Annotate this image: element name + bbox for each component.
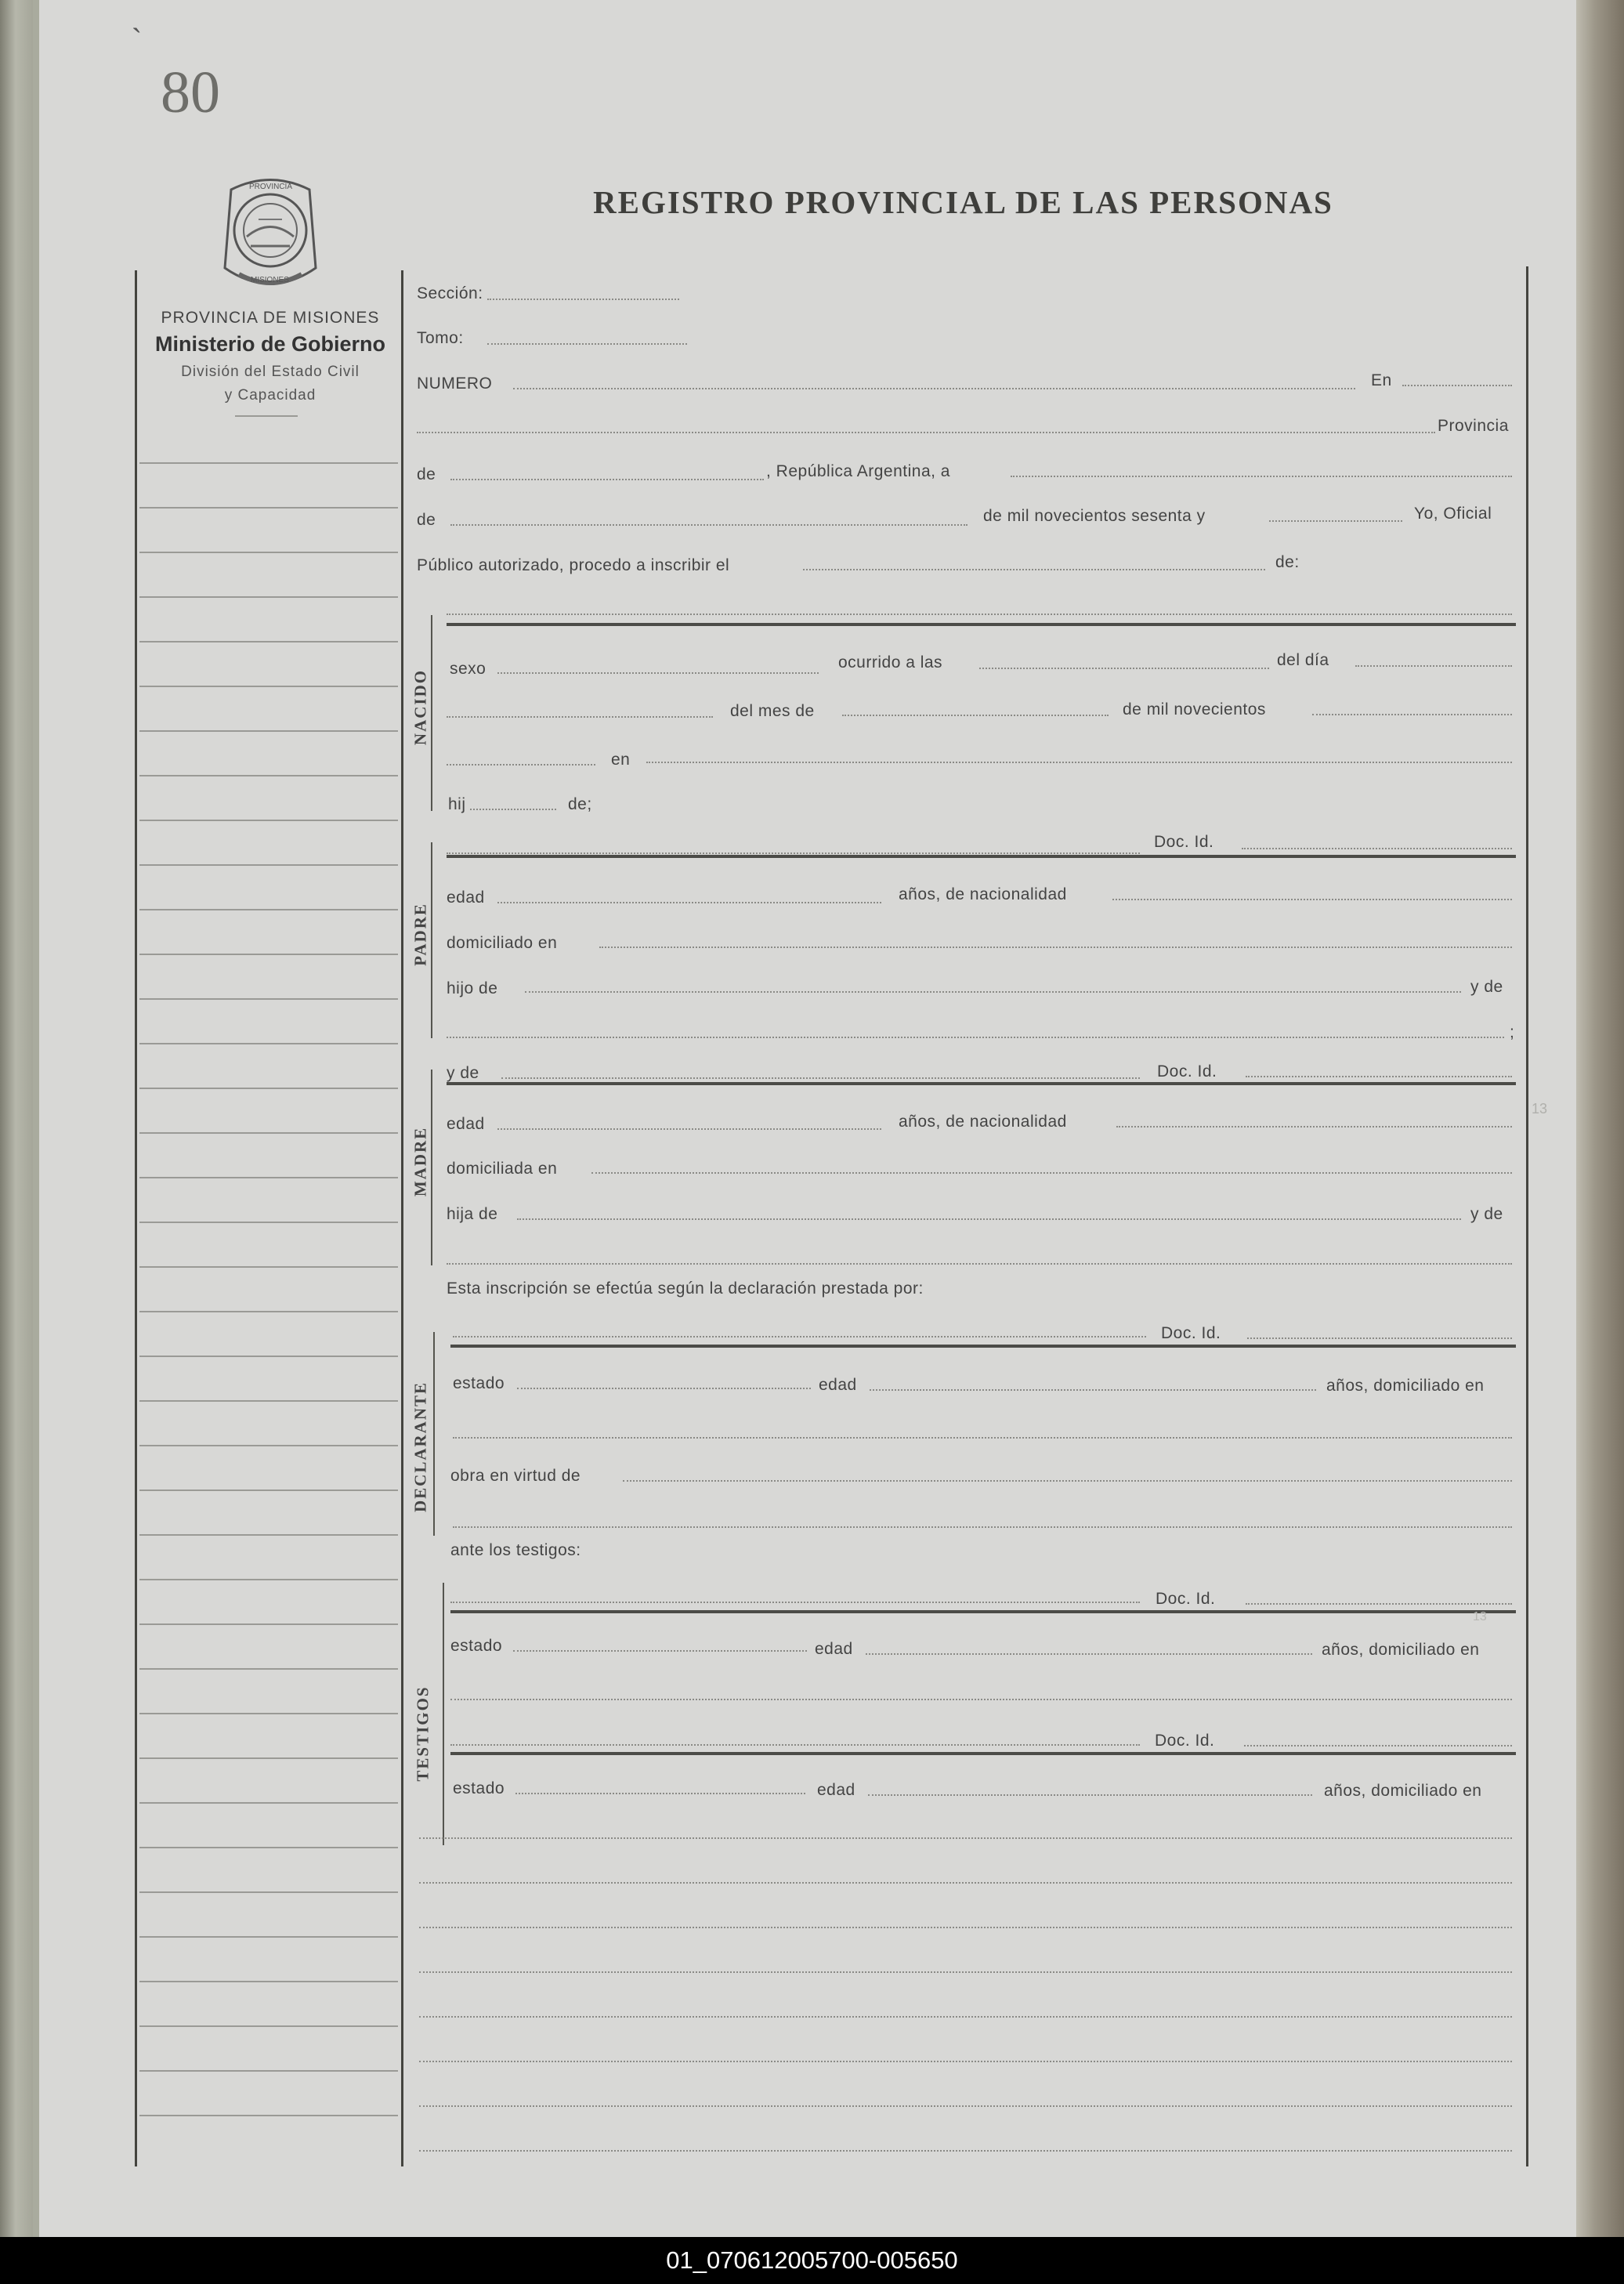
label-edad-testigo-1: edad: [815, 1640, 853, 1658]
margin-ruled-line: [139, 909, 398, 910]
issuer-underline: [235, 415, 298, 417]
issuer-division-1: División del Estado Civil: [181, 364, 360, 380]
rule-testigo-2: [450, 1752, 1516, 1755]
margin-ruled-line: [139, 1489, 398, 1491]
field-nombre-madre[interactable]: [501, 1077, 1140, 1079]
field-estado-testigo-1[interactable]: [513, 1650, 807, 1652]
section-label-padre: PADRE: [411, 903, 430, 966]
label-yo-oficial: Yo, Oficial: [1414, 505, 1492, 523]
margin-ruled-line: [139, 1266, 398, 1268]
label-doc-testigo-2: Doc. Id.: [1155, 1732, 1215, 1750]
field-fecha-mes[interactable]: [450, 524, 968, 526]
label-doc-testigo-1: Doc. Id.: [1156, 1590, 1216, 1608]
field-edad-madre[interactable]: [497, 1128, 881, 1130]
label-estado-testigo-1: estado: [450, 1637, 503, 1655]
field-lugar-nac[interactable]: [646, 762, 1512, 763]
field-nombre-padre[interactable]: [447, 852, 1140, 854]
label-anos-dom-testigo-2: años, domiciliado en: [1324, 1782, 1482, 1800]
label-y-de-padre: y de: [1470, 978, 1503, 996]
rule-madre: [447, 1082, 1516, 1085]
corner-mark: `: [132, 24, 143, 58]
notes-line[interactable]: [419, 1837, 1512, 1839]
margin-ruled-line: [139, 2115, 398, 2116]
label-hija-de: hija de: [447, 1205, 498, 1223]
label-anos-dom-testigo-1: años, domiciliado en: [1322, 1641, 1480, 1659]
notes-line[interactable]: [419, 2016, 1512, 2018]
page-number: 80: [161, 60, 220, 125]
field-nacionalidad-padre[interactable]: [1112, 899, 1512, 900]
field-tomo[interactable]: [487, 343, 687, 345]
label-publico: Público autorizado, procedo a inscribir el: [417, 556, 730, 574]
notes-line[interactable]: [419, 2105, 1512, 2107]
label-anos-padre: años, de nacionalidad: [899, 885, 1067, 903]
margin-ruled-line: [139, 1356, 398, 1357]
field-domicilio-declarante[interactable]: [453, 1437, 1512, 1439]
field-provincia-nombre[interactable]: [450, 479, 764, 480]
margin-ruled-line: [139, 998, 398, 1000]
margin-ruled-line: [139, 1177, 398, 1178]
field-en[interactable]: [1402, 385, 1512, 386]
field-abuelo-materno[interactable]: [517, 1218, 1461, 1220]
margin-ruled-line: [139, 596, 398, 598]
margin-ruled-line: [139, 1802, 398, 1804]
field-fecha-dia[interactable]: [1011, 476, 1512, 477]
field-estado-declarante[interactable]: [517, 1388, 811, 1389]
field-sexo[interactable]: [497, 672, 819, 674]
footer-bar: [0, 2237, 1624, 2284]
field-dia[interactable]: [1355, 665, 1512, 667]
margin-ruled-line: [139, 1132, 398, 1134]
label-mil-novecientos: de mil novecientos sesenta y: [983, 507, 1206, 525]
field-doc-testigo-1[interactable]: [1246, 1603, 1512, 1605]
margin-mark-2: 13: [1473, 1610, 1487, 1623]
margin-mark-1: 13: [1532, 1101, 1548, 1117]
margin-ruled-line: [139, 1579, 398, 1580]
margin-ruled-line: [139, 1311, 398, 1312]
bracket-madre: [431, 1070, 432, 1265]
field-nombre-testigo-1[interactable]: [450, 1602, 1140, 1603]
margin-ruled-line: [139, 1713, 398, 1714]
margin-ruled-line: [139, 1088, 398, 1089]
label-del-dia: del día: [1277, 651, 1329, 669]
section-label-madre: MADRE: [411, 1126, 430, 1197]
footer-id: 01_070612005700-005650: [666, 2246, 958, 2274]
label-edad-padre: edad: [447, 889, 485, 907]
issuer-ministry: Ministerio de Gobierno: [154, 332, 386, 356]
field-domicilio-padre[interactable]: [599, 947, 1512, 948]
label-de-colon: de:: [1275, 553, 1300, 571]
margin-ruled-line: [139, 1534, 398, 1536]
field-nacionalidad-madre[interactable]: [1116, 1126, 1512, 1128]
margin-ruled-line: [139, 1668, 398, 1670]
margin-ruled-line: [139, 641, 398, 642]
margin-ruled-line: [139, 686, 398, 687]
label-anos-dom-declarante: años, domiciliado en: [1326, 1377, 1485, 1395]
field-domicilio-madre[interactable]: [591, 1172, 1512, 1174]
rule-testigo-1: [450, 1610, 1516, 1613]
label-doc-madre: Doc. Id.: [1157, 1062, 1217, 1080]
field-hij[interactable]: [470, 809, 556, 810]
field-edad-testigo-1[interactable]: [866, 1653, 1312, 1655]
margin-ruled-line: [139, 1623, 398, 1625]
notes-line[interactable]: [419, 1927, 1512, 1928]
label-mil-nov: de mil novecientos: [1123, 700, 1266, 719]
label-numero: NUMERO: [417, 375, 493, 393]
label-hijo-de: hijo de: [447, 979, 498, 997]
label-doc-padre: Doc. Id.: [1154, 833, 1214, 851]
seal-top-text: PROVINCIA: [249, 183, 293, 191]
ante-testigos-text: ante los testigos:: [450, 1541, 581, 1559]
label-estado-testigo-2: estado: [453, 1779, 505, 1797]
margin-ruled-line: [139, 2070, 398, 2072]
field-hora[interactable]: [979, 668, 1269, 669]
notes-line[interactable]: [419, 1882, 1512, 1884]
label-de-semi: de;: [568, 795, 592, 813]
margin-ruled-line: [139, 820, 398, 821]
form-right-rule: [1526, 266, 1528, 2166]
issuer-province: PROVINCIA DE MISIONES: [161, 309, 380, 327]
label-del-mes: del mes de: [730, 702, 815, 720]
field-doc-madre[interactable]: [1246, 1076, 1512, 1077]
field-domicilio-testigo-1[interactable]: [450, 1699, 1512, 1700]
field-anio-nac-2[interactable]: [447, 764, 595, 766]
margin-ruled-line: [139, 730, 398, 732]
label-de-1: de: [417, 465, 436, 483]
label-domicilio-madre: domiciliada en: [447, 1160, 558, 1178]
field-inscribir[interactable]: [803, 569, 1265, 570]
field-edad-declarante[interactable]: [870, 1389, 1316, 1391]
field-abuela-materna[interactable]: [447, 1263, 1512, 1265]
field-doc-declarante[interactable]: [1247, 1337, 1512, 1339]
label-domicilio-padre: domiciliado en: [447, 934, 558, 952]
label-tomo: Tomo:: [417, 329, 464, 347]
label-ocurrido: ocurrido a las: [838, 653, 943, 671]
label-republica: , República Argentina, a: [766, 462, 950, 480]
label-sexo: sexo: [450, 660, 486, 678]
page-title: REGISTRO PROVINCIAL DE LAS PERSONAS: [593, 184, 1333, 220]
field-lugar[interactable]: [417, 432, 1435, 433]
label-edad-declarante: edad: [819, 1376, 857, 1394]
label-seccion: Sección:: [417, 284, 483, 302]
margin-ruled-line: [139, 507, 398, 509]
margin-right-rule: [401, 270, 403, 2166]
margin-ruled-line: [139, 864, 398, 866]
notes-line[interactable]: [419, 2061, 1512, 2062]
label-obra: obra en virtud de: [450, 1467, 581, 1485]
notes-line[interactable]: [419, 2150, 1512, 2152]
field-edad-padre[interactable]: [497, 902, 881, 903]
field-abuela[interactable]: [447, 1037, 1504, 1038]
label-de-2: de: [417, 511, 436, 529]
margin-ruled-line: [139, 2025, 398, 2027]
margin-ruled-line: [139, 954, 398, 955]
bracket-declarante: [433, 1332, 435, 1536]
field-doc-testigo-2[interactable]: [1244, 1745, 1512, 1746]
margin-ruled-line: [139, 462, 398, 464]
margin-ruled-line: [139, 1981, 398, 1982]
field-obra[interactable]: [623, 1480, 1512, 1482]
margin-ruled-line: [139, 552, 398, 553]
margin-ruled-line: [139, 1222, 398, 1223]
field-dia-2[interactable]: [447, 716, 713, 718]
section-label-testigos: TESTIGOS: [413, 1685, 432, 1782]
field-nombre-testigo-2[interactable]: [450, 1744, 1140, 1746]
page-edge: [1576, 0, 1624, 2237]
field-seccion[interactable]: [487, 299, 679, 300]
field-edad-testigo-2[interactable]: [868, 1794, 1312, 1796]
label-doc-declarante: Doc. Id.: [1161, 1324, 1221, 1342]
label-anos-madre: años, de nacionalidad: [899, 1113, 1067, 1131]
margin-ruled-line: [139, 1847, 398, 1848]
field-anio-nac[interactable]: [1312, 714, 1512, 715]
section-label-nacido: NACIDO: [411, 668, 430, 746]
rule-padre: [447, 855, 1516, 858]
notes-line[interactable]: [419, 1971, 1512, 1973]
field-obra-2[interactable]: [453, 1526, 1512, 1528]
margin-ruled-line: [139, 1400, 398, 1402]
field-mes[interactable]: [842, 715, 1109, 716]
label-edad-testigo-2: edad: [817, 1781, 855, 1799]
section-label-declarante: DECLARANTE: [411, 1381, 430, 1513]
label-y-de-madre-2: y de: [1470, 1205, 1503, 1223]
field-nombre-declarante[interactable]: [453, 1336, 1146, 1337]
field-nombre-nacido[interactable]: [447, 614, 1512, 615]
field-numero[interactable]: [513, 388, 1355, 389]
label-en: En: [1371, 371, 1392, 389]
margin-ruled-line: [139, 1936, 398, 1938]
label-provincia: Provincia: [1438, 417, 1509, 435]
margin-ruled-line: [139, 775, 398, 776]
margin-ruled-line: [139, 1445, 398, 1446]
margin-left-rule: [135, 270, 137, 2166]
bracket-nacido: [431, 615, 432, 811]
label-edad-madre: edad: [447, 1115, 485, 1133]
issuer-division-2: y Capacidad: [224, 387, 316, 404]
field-doc-padre[interactable]: [1242, 848, 1512, 849]
declaracion-text: Esta inscripción se efectúa según la declaración prestada por:: [447, 1280, 924, 1298]
margin-ruled-line: [139, 1891, 398, 1893]
label-y-de-madre: y de: [447, 1064, 479, 1082]
margin-ruled-line: [139, 1757, 398, 1759]
rule-nacido: [447, 623, 1516, 626]
seal-bottom-text: MISIONES: [251, 276, 289, 284]
label-estado-declarante: estado: [453, 1374, 505, 1392]
field-anio[interactable]: [1269, 520, 1402, 522]
label-semicolon: ;: [1510, 1023, 1515, 1041]
field-abuelo[interactable]: [525, 991, 1461, 993]
bracket-padre: [431, 842, 432, 1038]
rule-declarante: [450, 1345, 1516, 1348]
margin-ruled-line: [139, 1043, 398, 1044]
label-hij: hij: [448, 795, 466, 813]
field-estado-testigo-2[interactable]: [515, 1793, 805, 1794]
label-en-nac: en: [611, 751, 631, 769]
bracket-testigos: [443, 1583, 444, 1845]
